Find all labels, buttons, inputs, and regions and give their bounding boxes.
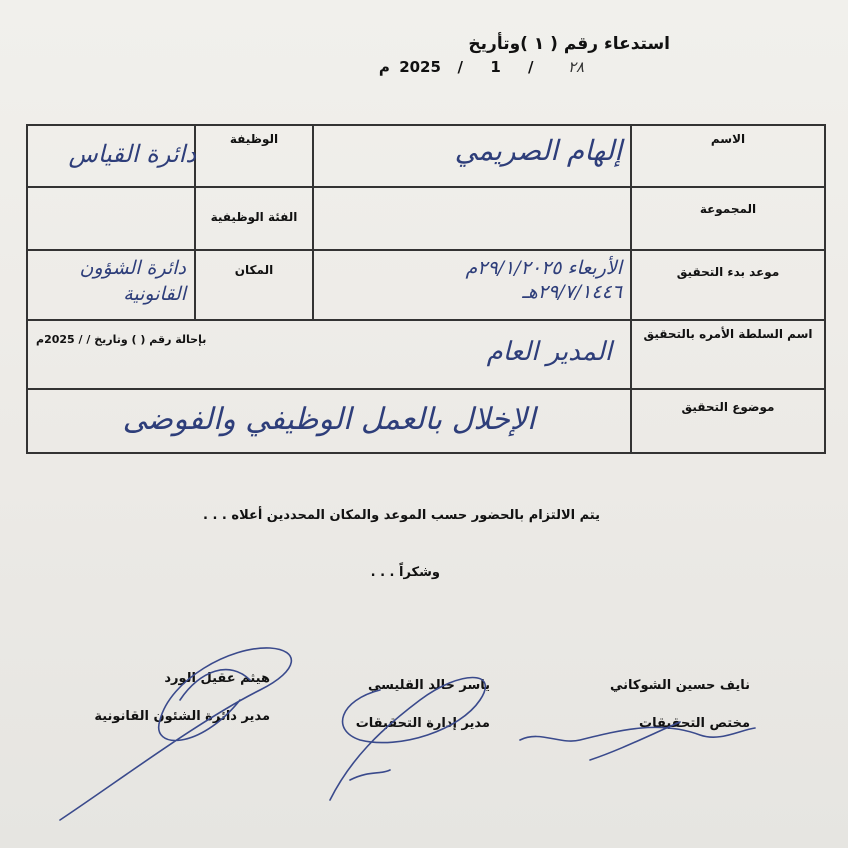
date-month: 1 xyxy=(490,58,501,76)
signatory-name: هيثم عقيل الورد xyxy=(164,671,270,686)
authority-label: اسم السلطة الأمره بالتحقيق xyxy=(631,320,825,390)
job-label: الوظيفة xyxy=(195,125,313,187)
signatory-title: مدير دائرة الشئون القانونية xyxy=(94,709,270,724)
start-label: موعد بدء التحقيق xyxy=(631,250,825,320)
job-value: دائرة القياس xyxy=(68,140,196,168)
summons-date: ٢٨ / 1 / 2025 م xyxy=(176,58,606,76)
place-value-line2: القانونية xyxy=(123,283,186,306)
name-label: الاسم xyxy=(631,125,825,187)
group-value-cell xyxy=(313,187,631,251)
name-value-cell xyxy=(313,125,631,187)
signatory-investigations-specialist xyxy=(560,672,750,738)
signatory-investigations-director xyxy=(300,672,490,738)
subject-value: الإخلال بالعمل الوظيفي والفوضى xyxy=(122,402,536,438)
investigation-form-table xyxy=(26,124,826,454)
summons-title xyxy=(300,34,670,54)
place-value-line1: دائرة الشؤون xyxy=(79,257,186,280)
referral-text: بإحالة رقم ( ) وتاريخ / / 2025م xyxy=(36,332,207,346)
signatory-title: مختص التحقيقات xyxy=(639,716,750,731)
place-label: المكان xyxy=(195,250,313,320)
grade-value-cell xyxy=(27,187,195,251)
thanks-text: وشكراً . . . xyxy=(370,565,440,580)
row-start xyxy=(27,250,825,320)
date-day: ٢٨ xyxy=(567,58,585,76)
summons-title-text: استدعاء رقم ( ١ )وتأريخ xyxy=(468,34,670,54)
authority-value: المدير العام xyxy=(486,336,612,367)
place-value-cell xyxy=(27,250,195,320)
start-value-cell xyxy=(313,250,631,320)
start-value-line2: ٢٩/٧/١٤٤٦هـ xyxy=(522,281,622,304)
subject-label: موضوع التحقيق xyxy=(631,389,825,453)
row-authority xyxy=(27,320,825,390)
signature-investigations-director-tail xyxy=(350,770,390,780)
date-suffix: م xyxy=(378,58,390,76)
job-value-cell xyxy=(27,125,195,187)
authority-value-cell xyxy=(27,320,631,390)
group-label: المجموعة xyxy=(631,187,825,251)
signatory-name: نايف حسين الشوكاني xyxy=(610,678,750,693)
row-group xyxy=(27,187,825,251)
row-subject xyxy=(27,389,825,453)
notice-text: يتم الالتزام بالحضور حسب الموعد والمكان المحددين أعلاه . . . xyxy=(203,508,600,523)
subject-value-cell xyxy=(27,389,631,453)
grade-label: الفئة الوظيفية xyxy=(195,187,313,251)
start-value-line1: الأربعاء ٢٩/١/٢٠٢٥م xyxy=(465,257,622,280)
name-value: إلهام الصريمي xyxy=(454,134,622,167)
signatory-title: مدير إدارة التحقيقات xyxy=(355,716,490,731)
signatory-legal-affairs-director xyxy=(40,665,270,731)
date-year: 2025 xyxy=(399,58,441,76)
signatory-name: ياسر خالد القليسي xyxy=(367,678,490,693)
row-name xyxy=(27,125,825,187)
